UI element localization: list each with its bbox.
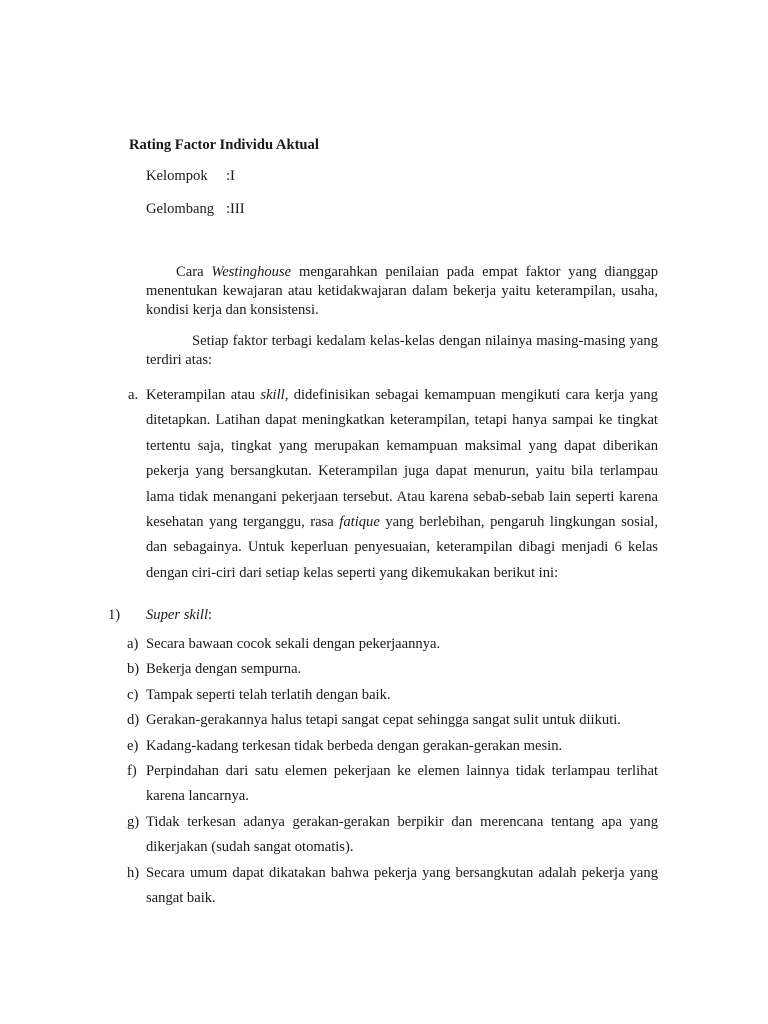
- sub-item: Tampak seperti telah terlatih dengan baik.: [146, 687, 391, 703]
- sub-marker: f): [127, 763, 137, 779]
- list-marker-a: a.: [128, 387, 139, 403]
- kelompok-row: [146, 168, 235, 185]
- sub-marker: c): [127, 687, 139, 703]
- gelombang-row: [146, 201, 245, 218]
- item-a-emphasis-skill: skill: [260, 387, 285, 403]
- kelompok-value: :I: [226, 168, 235, 184]
- item-1-heading: Super skill: [146, 607, 209, 623]
- sub-item: Kadang-kadang terkesan tidak berbeda dengan gerakan-gerakan mesin.: [146, 738, 563, 754]
- para1-emphasis: Westinghouse: [211, 264, 292, 280]
- list-marker-1: 1): [108, 607, 121, 623]
- sub-marker: h): [127, 865, 140, 881]
- item-a-emphasis-fatique: fatique: [339, 514, 380, 531]
- sub-marker: a): [127, 636, 139, 652]
- sub-item: Perpindahan dari satu elemen pekerjaan ke elemen lainnya tidak terlampau terlihat karena lancarnya.: [146, 763, 658, 805]
- document-title: Rating Factor Individu Aktual: [129, 137, 319, 153]
- item-a-text-middle: , didefinisikan sebagai kemampuan mengikuti cara kerja yang ditetapkan. Latihan dapat meningkatkan keterampilan, tetapi hanya sampai ke tingkat tertentu saja, tingkat yang merupakan kemampuan maksimal yang dapat diberikan pekerja yang bersangkutan. Keterampilan juga dapat menurun, yaitu bila terlampau lama tidak menangani pekerjaan tersebut. Atau karena sebab-sebab lain seperti karena kesehatan yang terganggu, rasa: [146, 387, 658, 531]
- para1-text-end: mengarahkan penilaian pada empat faktor yang dianggap menentukan kewajaran atau ketidakwajaran dalam bekerja yaitu keterampilan, usaha, kondisi kerja dan konsistensi.: [146, 264, 658, 318]
- sub-item: Secara umum dapat dikatakan bahwa pekerja yang bersangkutan adalah pekerja yang sangat baik.: [146, 865, 658, 907]
- kelompok-label: Kelompok: [146, 168, 208, 184]
- item-a-text-end: yang berlebihan, pengaruh lingkungan sosial, dan sebagainya. Untuk keperluan penyesuaian, keterampilan dibagi menjadi 6 kelas dengan ciri-ciri dari setiap kelas seperti yang dikemukakan berikut ini:: [146, 514, 658, 581]
- sub-marker: d): [127, 712, 140, 728]
- item-a-text-start: Keterampilan atau: [146, 387, 261, 403]
- sub-item: Tidak terkesan adanya gerakan-gerakan berpikir dan merencana tentang apa yang dikerjakan (sudah sangat otomatis).: [146, 814, 658, 856]
- paragraph-westinghouse: [146, 263, 658, 320]
- para1-text-start: Cara: [176, 264, 212, 280]
- sub-marker: b): [127, 661, 140, 677]
- paragraph-faktor: Setiap faktor terbagi kedalam kelas-kelas dengan nilainya masing-masing yang terdiri atas:: [146, 333, 658, 368]
- list-item-a: [146, 383, 658, 586]
- list-item-1: [108, 607, 212, 624]
- sub-marker: g): [127, 814, 140, 830]
- sub-item: Bekerja dengan sempurna.: [146, 661, 302, 677]
- gelombang-label: Gelombang: [146, 201, 215, 217]
- sub-item: Gerakan-gerakannya halus tetapi sangat cepat sehingga sangat sulit untuk diikuti.: [146, 712, 621, 728]
- sub-marker: e): [127, 738, 139, 754]
- item-1-colon: :: [208, 607, 213, 623]
- gelombang-value: :III: [226, 201, 245, 217]
- sub-item: Secara bawaan cocok sekali dengan pekerjaannya.: [146, 636, 441, 652]
